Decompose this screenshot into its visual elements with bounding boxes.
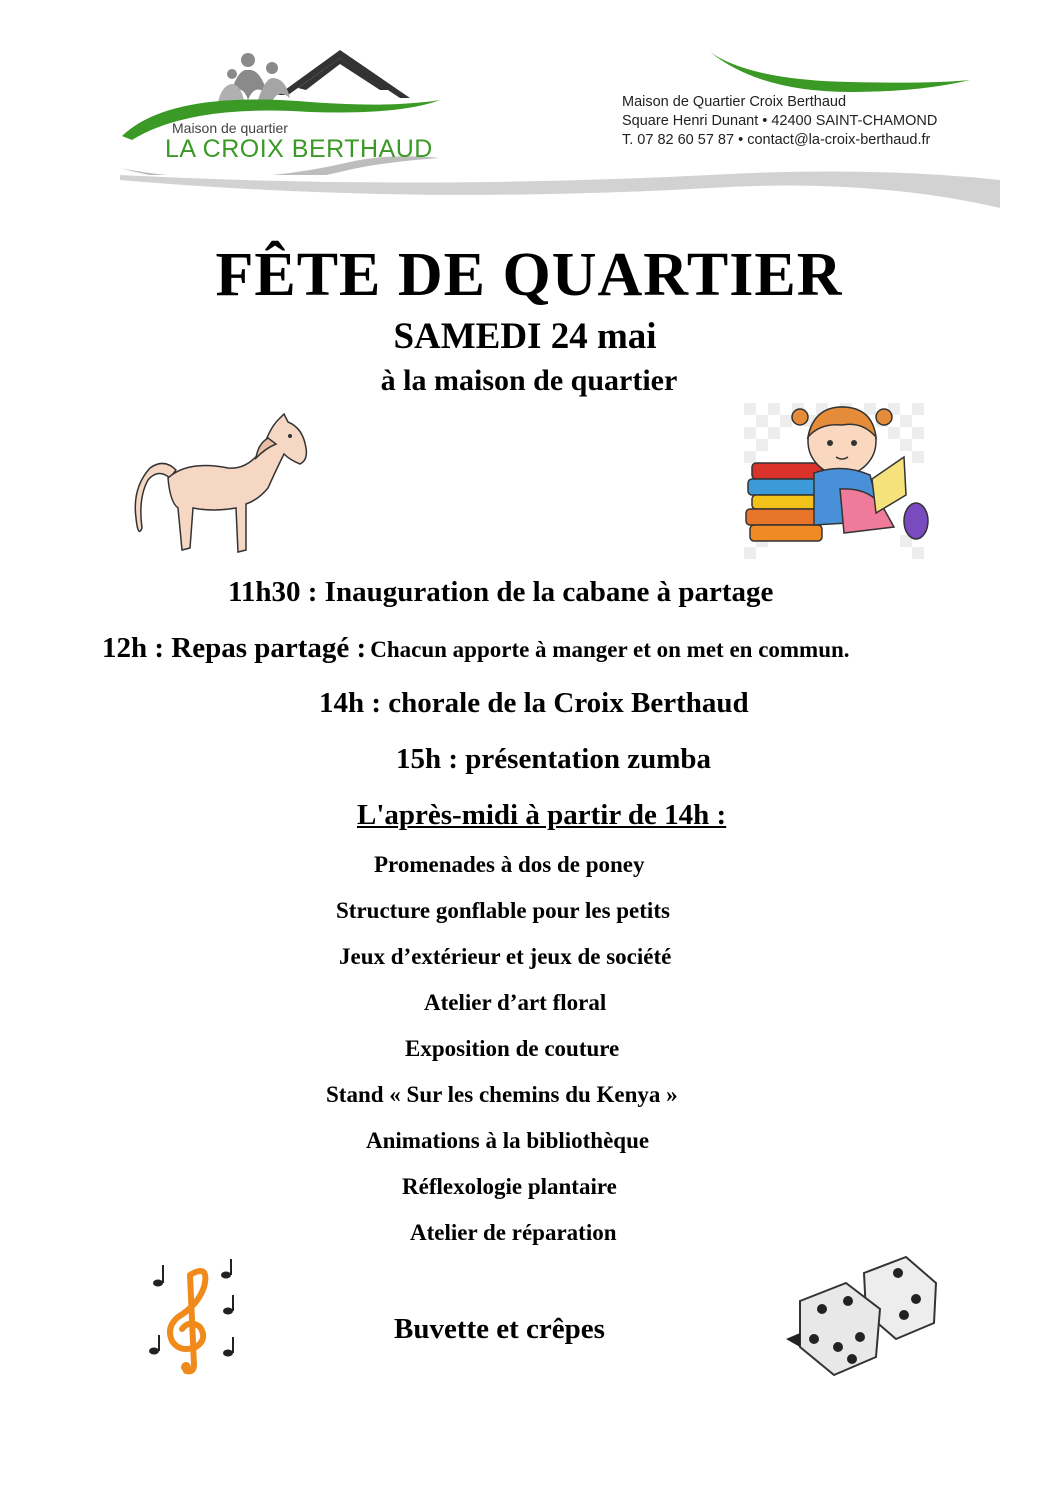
event-place: à la maison de quartier [380, 364, 678, 397]
logo-small-text: Maison de quartier [172, 120, 288, 136]
music-notes-icon [138, 1255, 243, 1375]
activity-item: Structure gonflable pour les petits [336, 898, 670, 923]
buvette-text: Buvette et crêpes [394, 1313, 605, 1345]
contact-block [622, 93, 937, 150]
activity-item: Réflexologie plantaire [402, 1174, 617, 1199]
activity-item: Stand « Sur les chemins du Kenya » [326, 1082, 678, 1107]
schedule-item-1: 11h30 : Inauguration de la cabane à partage [228, 576, 774, 608]
afternoon-heading: L'après-midi à partir de 14h : [357, 799, 727, 831]
activity-item: Promenades à dos de poney [374, 852, 645, 877]
girl-reading-illustration [744, 403, 929, 561]
dice-icon [786, 1253, 941, 1378]
schedule-item-2-time: 12h : Repas partagé : [102, 632, 367, 664]
logo-title: LA CROIX BERTHAUD [165, 135, 433, 163]
activity-item: Exposition de couture [405, 1036, 620, 1061]
pony-illustration [128, 408, 313, 560]
activity-item: Atelier de réparation [410, 1220, 617, 1245]
contact-phone-email: T. 07 82 60 57 87 • contact@la-croix-berthaud.fr [622, 132, 931, 148]
schedule-item-4: 15h : présentation zumba [396, 743, 711, 775]
contact-name: Maison de Quartier Croix Berthaud [622, 94, 847, 110]
schedule-item-2-note: Chacun apporte à manger et on met en commun. [370, 637, 850, 662]
activity-item: Animations à la bibliothèque [366, 1128, 650, 1153]
contact-address: Square Henri Dunant • 42400 SAINT-CHAMOND [622, 113, 938, 129]
event-date: SAMEDI 24 mai [393, 316, 657, 357]
schedule-item-3: 14h : chorale de la Croix Berthaud [319, 687, 749, 719]
activity-item: Jeux d’extérieur et jeux de société [339, 944, 672, 969]
schedule-item-2 [102, 632, 850, 665]
activity-item: Atelier d’art floral [424, 990, 607, 1015]
event-title: FÊTE DE QUARTIER [215, 241, 843, 309]
